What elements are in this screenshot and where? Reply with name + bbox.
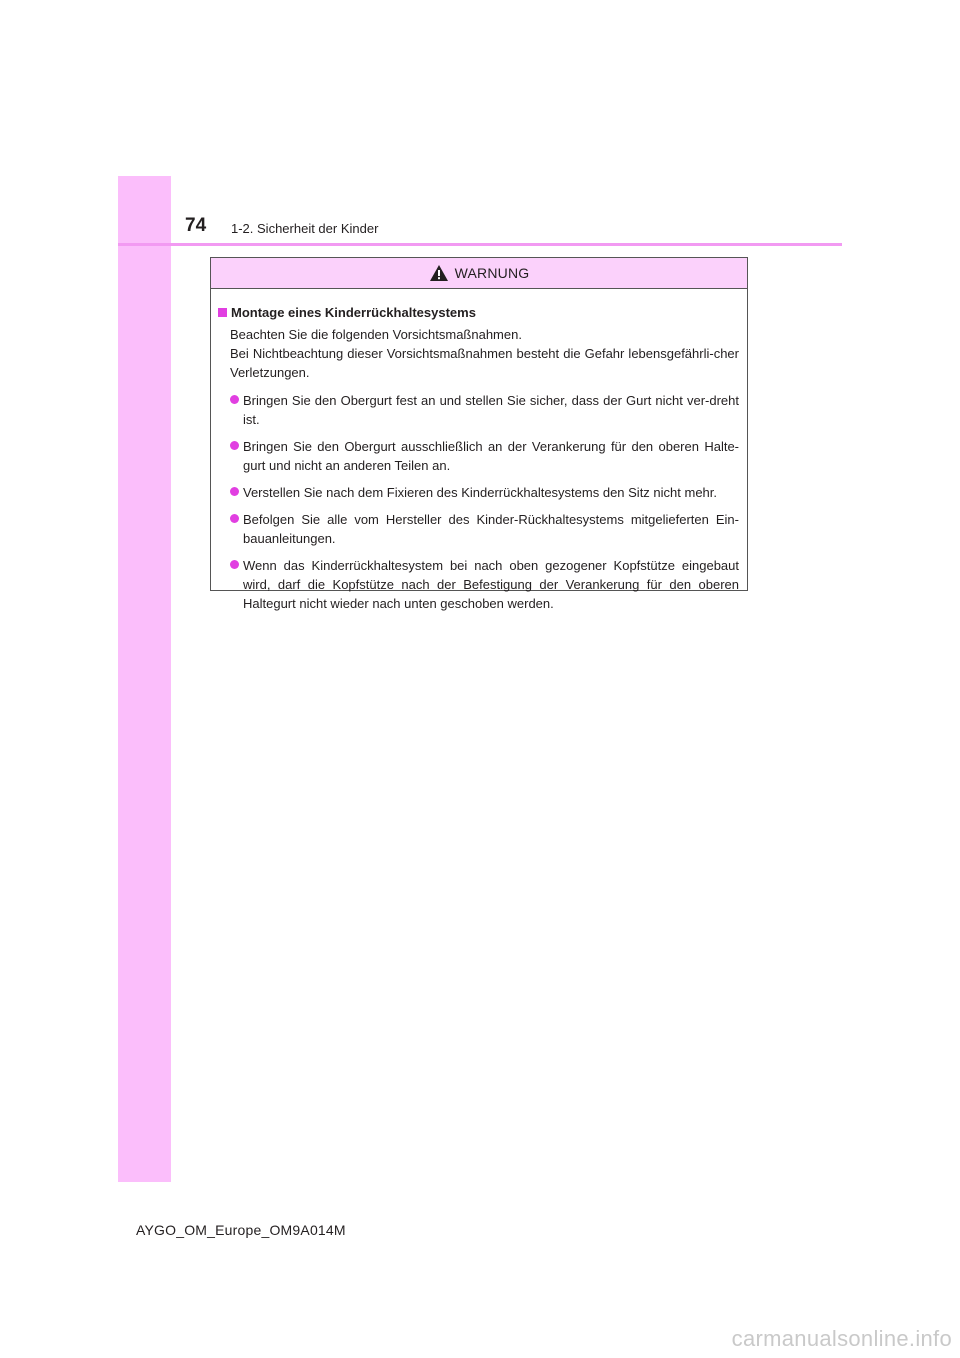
page-number: 74 bbox=[185, 215, 207, 236]
list-item bbox=[230, 483, 739, 502]
list-item-text: Bringen Sie den Obergurt fest an und stellen Sie sicher, dass der Gurt nicht ver-dreht ist. bbox=[243, 393, 739, 427]
list-item bbox=[230, 510, 739, 548]
intro-line: Bei Nichtbeachtung dieser Vorsichtsmaßnahmen besteht die Gefahr lebensgefährli-cher Verletzungen. bbox=[230, 346, 739, 380]
round-bullet-icon bbox=[230, 441, 239, 450]
section-title: 1-2. Sicherheit der Kinder bbox=[231, 221, 379, 236]
round-bullet-icon bbox=[230, 514, 239, 523]
warning-heading bbox=[218, 303, 739, 322]
warning-header bbox=[211, 258, 747, 289]
intro-line: Beachten Sie die folgenden Vorsichtsmaßnahmen. bbox=[230, 327, 522, 342]
list-item-text: Bringen Sie den Obergurt ausschließlich an der Verankerung für den oberen Halte-gurt und nicht an anderen Teilen an. bbox=[243, 439, 739, 473]
list-item bbox=[230, 556, 739, 613]
warning-box bbox=[210, 257, 748, 611]
list-item-text: Verstellen Sie nach dem Fixieren des Kinderrückhaltesystems den Sitz nicht mehr. bbox=[243, 485, 718, 500]
list-item-text: Befolgen Sie alle vom Hersteller des Kinder-Rückhaltesystems mitgelieferten Ein-bauanleitungen. bbox=[243, 512, 739, 546]
warning-triangle-icon bbox=[429, 264, 449, 282]
watermark: carmanualsonline.info bbox=[731, 1326, 952, 1351]
round-bullet-icon bbox=[230, 560, 239, 569]
warning-body bbox=[211, 289, 747, 613]
side-color-strip bbox=[118, 176, 171, 1182]
list-item bbox=[230, 391, 739, 429]
precaution-list bbox=[230, 391, 739, 613]
warning-title: WARNUNG bbox=[454, 265, 530, 281]
list-item-text: Wenn das Kinderrückhaltesystem bei nach oben gezogener Kopfstütze eingebaut wird, darf die Kopfstütze nach der Befestigung der Verankerung für den oberen Haltegurt nicht wieder nach unten geschoben werden. bbox=[243, 558, 739, 611]
round-bullet-icon bbox=[230, 395, 239, 404]
warning-heading-text: Montage eines Kinderrückhaltesystems bbox=[231, 305, 476, 320]
header-divider bbox=[118, 243, 842, 246]
list-item bbox=[230, 437, 739, 475]
document-code: AYGO_OM_Europe_OM9A014M bbox=[136, 1222, 346, 1238]
warning-intro bbox=[230, 325, 739, 382]
round-bullet-icon bbox=[230, 487, 239, 496]
square-bullet-icon bbox=[218, 308, 227, 317]
